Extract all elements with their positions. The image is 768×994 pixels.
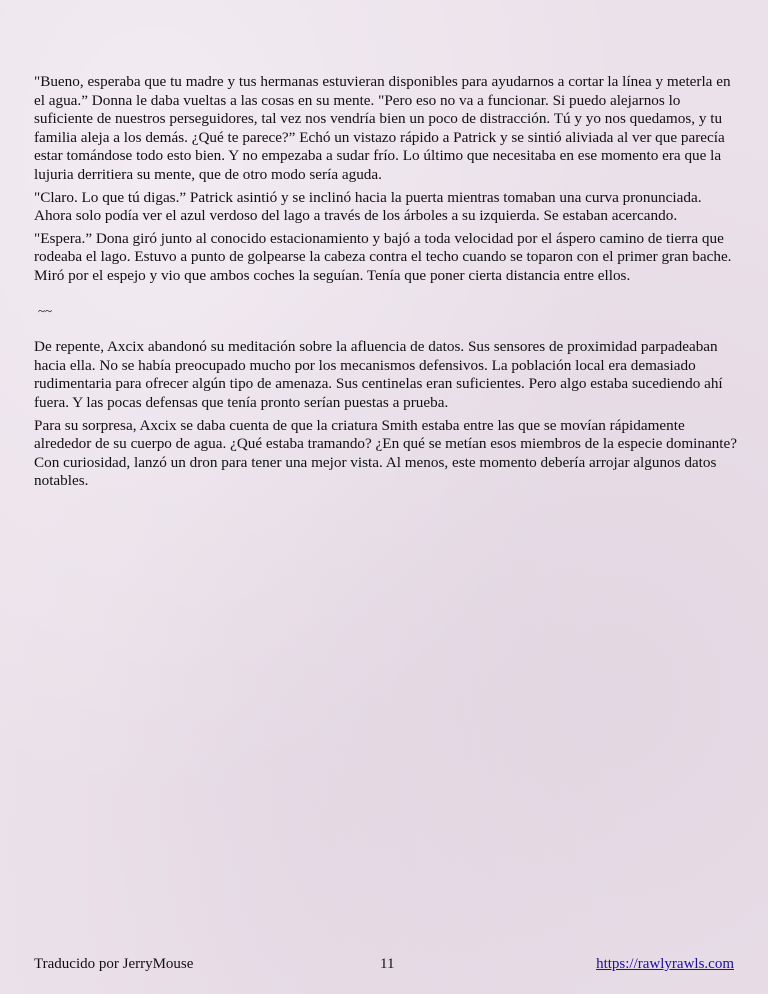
section-divider: ~~ xyxy=(38,302,53,318)
paragraph: Para su sorpresa, Axcix se daba cuenta de que la criatura Smith estaba entre las que se movían rápidamente alrededor de su cuerpo de agua. ¿Qué estaba tramando? ¿En qué se metían esos miembros de la especie dominante? Con curiosidad, lanzó un dron para tener una mejor vista. Al menos, este momento debería arrojar algunos datos notables. xyxy=(34,416,737,490)
paragraph: De repente, Axcix abandonó su meditación sobre la afluencia de datos. Sus sensores de proximidad parpadeaban hacia ella. No se había preocupado mucho por los mecanismos defensivos. La población local era demasiado rudimentaria para ofrecer algún tipo de amenaza. Sus centinelas eran suficientes. Pero algo estaba sucediendo ahí fuera. Y las pocas defensas que tenía pronto serían puestas a prueba. xyxy=(34,338,723,411)
body-text xyxy=(34,73,740,495)
website-link[interactable]: https://rawlyrawls.com xyxy=(596,956,734,972)
paragraph: "Claro. Lo que tú digas.” Patrick asintió y se inclinó hacia la puerta mientras tomaban una curva pronunciada. Ahora solo podía ver el azul verdoso del lago a través de los árboles a su izquierda. Se estaban acercando. xyxy=(34,188,702,225)
paragraph: "Bueno, esperaba que tu madre y tus hermanas estuvieran disponibles para ayudarnos a cortar la línea y meterla en el agua.” Donna le daba vueltas a las cosas en su mente. "Pero eso no va a funcionar. Si puedo alejarnos lo suficiente de nuestros perseguidores, tal vez nos vendría bien un poco de distracción. Tú y yo nos quedamos, y tu familia aleja a los demás. ¿Qué te parece?” Echó un vistazo rápido a Patrick y se sintió aliviada al ver que parecía estar tomándose todo esto bien. Y no empezaba a sudar frío. Lo último que necesitaba en ese momento era que la lujuria derritiera su mente, que de otro modo sería aguda. xyxy=(34,73,731,183)
page-number: 11 xyxy=(380,956,395,972)
paragraph: "Espera.” Dona giró junto al conocido estacionamiento y bajó a toda velocidad por el áspero camino de tierra que rodeaba el lago. Estuvo a punto de golpearse la cabeza contra el techo cuando se toparon con el primer gran bache. Miró por el espejo y vio que ambos coches la seguían. Tenía que poner cierta distancia entre ellos. xyxy=(34,229,732,284)
translator-credit: Traducido por JerryMouse xyxy=(34,956,194,972)
page-footer xyxy=(34,956,734,976)
